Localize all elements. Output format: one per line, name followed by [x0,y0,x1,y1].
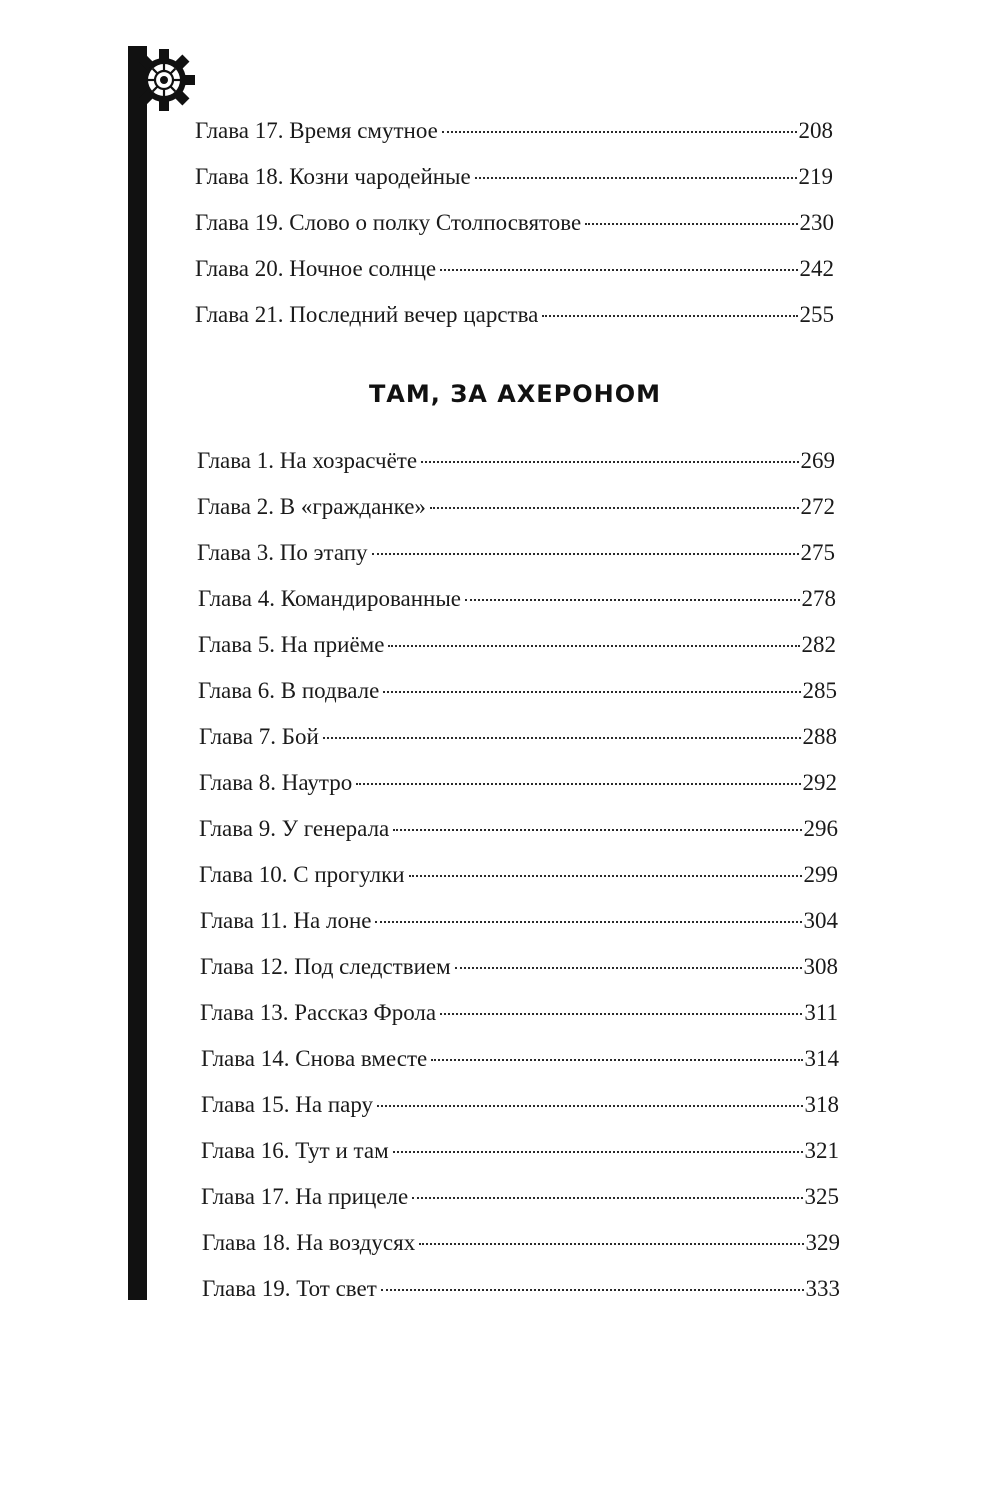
toc-entry[interactable] [199,860,838,890]
toc-entry[interactable] [200,998,838,1028]
toc-entry-page: 285 [802,678,837,703]
toc-leader-dots [388,645,799,647]
toc-entry[interactable] [201,1090,839,1120]
toc-entry-title: Глава 21. Последний вечер царства [195,302,539,327]
toc-entry[interactable] [198,630,836,660]
toc-entry[interactable] [201,1182,839,1212]
toc-leader-dots [372,553,799,555]
toc-entry[interactable] [195,300,834,330]
toc-entry-page: 292 [802,770,837,795]
toc-entry-title: Глава 17. Время смутное [195,118,438,143]
toc-entry-page: 272 [800,494,835,519]
toc-entry[interactable] [195,254,834,284]
toc-leader-dots [323,737,801,739]
toc-entry[interactable] [200,906,838,936]
toc-entry[interactable] [195,162,833,192]
toc-entry-page: 255 [799,302,834,327]
toc-entry-title: Глава 16. Тут и там [201,1138,389,1163]
toc-leader-dots [356,783,800,785]
toc-entry[interactable] [201,1044,839,1074]
toc-entry-title: Глава 3. По этапу [197,540,368,565]
toc-entry-title: Глава 19. Тот свет [202,1276,377,1301]
toc-entry[interactable] [198,584,836,614]
toc-entry-page: 275 [800,540,835,565]
toc-leader-dots [421,461,798,463]
toc-entry-title: Глава 10. С прогулки [199,862,405,887]
toc-entry-title: Глава 11. На лоне [200,908,372,933]
toc-entry-page: 288 [802,724,837,749]
toc-leader-dots [383,691,800,693]
toc-entry-page: 230 [799,210,834,235]
toc-entry-page: 299 [803,862,838,887]
toc-entry-page: 208 [798,118,833,143]
toc-leader-dots [440,1013,802,1015]
toc-entry-page: 314 [804,1046,839,1071]
toc-entry-title: Глава 1. На хозрасчёте [197,448,418,473]
toc-entry[interactable] [197,492,835,522]
toc-entry[interactable] [201,1136,839,1166]
toc-entry-page: 329 [805,1230,840,1255]
toc-entry-page: 282 [801,632,836,657]
toc-leader-dots [409,875,802,877]
toc-leader-dots [377,1105,802,1107]
toc-entry-page: 269 [800,448,835,473]
toc-entry-title: Глава 6. В подвале [198,678,380,703]
gear-icon [132,48,196,112]
toc-leader-dots [430,507,799,509]
toc-entry-page: 333 [805,1276,840,1301]
toc-entry-title: Глава 7. Бой [199,724,319,749]
toc-leader-dots [455,967,802,969]
toc-leader-dots [465,599,800,601]
toc-leader-dots [542,315,797,317]
toc-entry-title: Глава 19. Слово о полку Столпосвятове [195,210,582,235]
toc-leader-dots [393,829,801,831]
toc-entry-page: 318 [804,1092,839,1117]
toc-entry-title: Глава 17. На прицеле [201,1184,409,1209]
toc-entry-title: Глава 14. Снова вместе [201,1046,428,1071]
toc-entry[interactable] [202,1274,840,1304]
toc-entry-title: Глава 9. У генерала [199,816,390,841]
toc-leader-dots [375,921,801,923]
toc-entry-page: 296 [803,816,838,841]
toc-entry-page: 219 [798,164,833,189]
toc-entry-page: 321 [804,1138,839,1163]
toc-leader-dots [381,1289,804,1291]
toc-entry[interactable] [199,814,838,844]
section-heading: ТАМ, ЗА АХЕРОНОМ [368,380,662,408]
toc-leader-dots [442,131,797,133]
toc-entry[interactable] [197,446,835,476]
toc-leader-dots [419,1243,803,1245]
toc-entry-title: Глава 4. Командированные [198,586,461,611]
toc-entry-title: Глава 8. Наутро [199,770,353,795]
toc-entry[interactable] [202,1228,840,1258]
toc-entry[interactable] [199,722,837,752]
toc-entry-page: 325 [804,1184,839,1209]
toc-entry[interactable] [197,538,835,568]
toc-entry[interactable] [195,116,833,146]
toc-entry-page: 242 [799,256,834,281]
toc-entry-page: 304 [803,908,838,933]
decorative-side-bar [128,46,147,1300]
toc-entry-title: Глава 15. На пару [201,1092,374,1117]
toc-leader-dots [393,1151,803,1153]
toc-entry-title: Глава 5. На приёме [198,632,385,657]
toc-entry[interactable] [195,208,834,238]
toc-entry-title: Глава 12. Под следствием [200,954,451,979]
toc-entry-title: Глава 18. Козни чародейные [195,164,471,189]
toc-leader-dots [475,177,797,179]
toc-entry-page: 311 [804,1000,838,1025]
toc-leader-dots [440,269,797,271]
toc-entry-title: Глава 13. Рассказ Фрола [200,1000,437,1025]
toc-entry-page: 308 [803,954,838,979]
toc-leader-dots [431,1059,802,1061]
toc-entry[interactable] [199,768,837,798]
toc-entry[interactable] [198,676,837,706]
toc-entry[interactable] [200,952,838,982]
toc-entry-title: Глава 18. На воздусях [202,1230,416,1255]
toc-leader-dots [585,223,797,225]
toc-entry-page: 278 [801,586,836,611]
toc-entry-title: Глава 2. В «гражданке» [197,494,426,519]
toc-entry-title: Глава 20. Ночное солнце [195,256,437,281]
toc-leader-dots [412,1197,802,1199]
